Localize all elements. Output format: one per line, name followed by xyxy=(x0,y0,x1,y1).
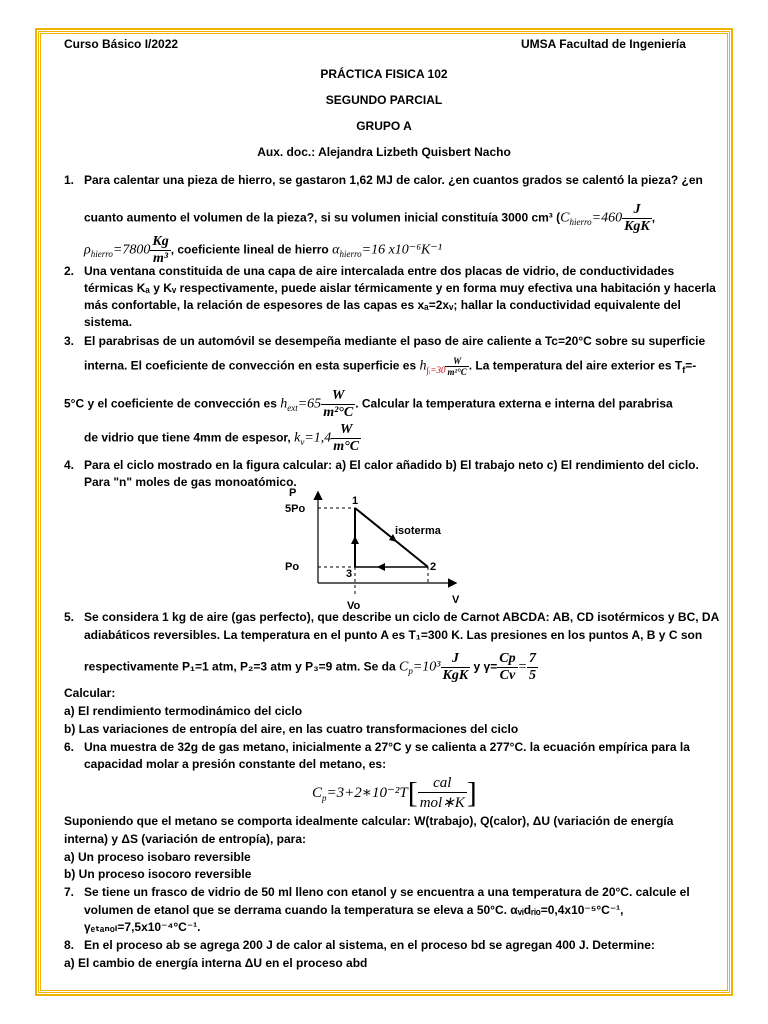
problem-2-line2: térmicas Kₐ y Kᵥ respectivamente, puede aislar térmicamente y en forma muy efectiva una habitación y hacerla xyxy=(84,281,716,295)
label-point-1: 1 xyxy=(352,495,359,507)
label-v-axis: V xyxy=(452,594,460,606)
problem-6-number: 6. xyxy=(64,740,75,754)
title-grupo: GRUPO A xyxy=(356,119,412,133)
label-po: Po xyxy=(285,561,300,573)
problem-8-number: 8. xyxy=(64,938,75,952)
problem-6-item-b: b) Un proceso isocoro reversible xyxy=(64,867,252,881)
frac-k-vidrio: $\frac{W}{m^\circ C}$ xyxy=(333,422,360,454)
problem-6-item-a: a) Un proceso isobaro reversible xyxy=(64,850,251,864)
problem-7-line2: volumen de etanol que se derrama cuando la temperatura se eleva a 50°C. αᵥᵢdᵣᵢₒ=0,4x10⁻⁵°C⁻¹, xyxy=(84,903,624,917)
problem-1-line2: cuanto aumento el volumen de la pieza?, si su volumen inicial constituía 3000 cm³ ($C_{hierro}=460$ $\frac{J}{\text{KgK}}$ , xyxy=(84,202,656,234)
problem-6-line4: interna) y ΔS (variación de entropía), para: xyxy=(64,832,307,846)
problem-3-line3: 5°C y el coeficiente de convección es $h_{ext}=65$ $\frac{W}{\text{m²°C}}$ . Calcular la temperatura externa e interna del parabrisa xyxy=(64,388,673,420)
frac-cal-molk: $\frac{\text{cal}}{\text{mol∗K}}$ xyxy=(419,775,465,811)
title-practica: PRÁCTICA FISICA 102 xyxy=(320,67,448,81)
problem-2-line3: más confortable, la relación de espesores de las capas es xₐ=2xᵥ; hallar la conductividad equivalente del xyxy=(84,298,681,312)
problem-7-number: 7. xyxy=(64,885,75,899)
problem-3-line2: interna. El coeficiente de convección en esta superficie es $h_{\int ᵢ=30}$ $\frac{W}{\text{m²°C}}$ . La temperatura del aire exterior es $T_f=-$ xyxy=(84,356,697,377)
problem-6-line2: capacidad molar a presión constante del metano, es: xyxy=(84,757,387,771)
problem-4-line2: Para "n" moles de gas monoatómico. xyxy=(84,475,297,489)
frac-gamma: $\frac{Cp}{Cv}$ xyxy=(499,651,516,683)
problem-4-number: 4. xyxy=(64,458,75,472)
problem-1-number: 1. xyxy=(64,173,75,187)
calc-item-b: b) Las variaciones de entropía del aire, en las cuatro transformaciones del ciclo xyxy=(64,722,519,736)
frac-h-ext: $\frac{W}{\text{m²°C}}$ xyxy=(323,388,354,420)
frac-rho-hierro: $\frac{Kg}{\text{m³}}$ xyxy=(152,234,169,266)
pv-cycle-diagram xyxy=(285,488,465,613)
problem-2-number: 2. xyxy=(64,264,75,278)
problem-7-line3: γₑₜₐₙₒₗ=7,5x10⁻⁴°C⁻¹. xyxy=(84,920,201,934)
cp-equation: $C_p=3+2∗10^{-2}T$[ $\frac{\text{cal}}{\text{mol∗K}}$ ] xyxy=(312,775,477,811)
problem-4-line1: Para el ciclo mostrado en la figura calcular: a) El calor añadido b) El trabajo neto c) El rendimiento del ciclo. xyxy=(84,458,699,472)
problem-5-number: 5. xyxy=(64,610,75,624)
problem-3-line4: de vidrio que tiene 4mm de espesor, $k_v=1,4$ $\frac{W}{m^\circ C}$ xyxy=(84,422,360,454)
problem-5-line2: adiabáticos reversibles. La temperatura en el punto A es T₁=300 K. Las presiones en los puntos A, B y C son xyxy=(84,628,703,642)
problem-2-line4: sistema. xyxy=(84,315,133,329)
problem-5-line1: Se considera 1 kg de aire (gas perfecto), que describe un ciclo de Carnot ABCDA: AB, CD isotérmicos y BC, DA xyxy=(84,610,720,624)
frac-seven-fifths: $\frac{7}{5}$ xyxy=(529,651,537,683)
calc-title: Calcular: xyxy=(64,686,116,700)
calc-item-a: a) El rendimiento termodinámico del ciclo xyxy=(64,704,303,718)
problem-1-line3: $\rho_{hierro}=7800$ $\frac{Kg}{\text{m³}}$ , coeficiente lineal de hierro $\alpha_{hierro}=16$ x10⁻⁶K⁻¹ xyxy=(84,234,442,266)
label-isoterma: isoterma xyxy=(395,525,441,537)
label-5po: 5Po xyxy=(285,503,306,515)
problem-3-number: 3. xyxy=(64,334,75,348)
problem-7-line1: Se tiene un frasco de vidrio de 50 ml lleno con etanol y se encuentra a una temperatura de 20°C. calcule el xyxy=(84,885,690,899)
title-parcial: SEGUNDO PARCIAL xyxy=(325,93,443,107)
problem-1-line1: Para calentar una pieza de hierro, se gastaron 1,62 MJ de calor. ¿en cuantos grados se calentó la pieza? ¿en xyxy=(84,173,703,187)
frac-c-hierro: $\frac{J}{\text{KgK}}$ xyxy=(624,202,650,234)
problem-2-line1: Una ventana constituida de una capa de aire intercalada entre dos placas de vidrio, de conductividades xyxy=(84,264,675,278)
problem-8-line1: En el proceso ab se agrega 200 J de calor al sistema, en el proceso bd se agregan 400 J. Determine: xyxy=(84,938,655,952)
frac-h-int: $\frac{W}{\text{m²°C}}$ xyxy=(447,356,467,377)
arrow-2-3 xyxy=(377,563,385,571)
problem-6-line3: Suponiendo que el metano se comporta idealmente calcular: W(trabajo), Q(calor), ΔU (variación de energía xyxy=(64,814,674,828)
label-vo: Vo xyxy=(347,600,361,612)
label-point-3: 3 xyxy=(346,568,353,580)
title-aux: Aux. doc.: Alejandra Lizbeth Quisbert Nacho xyxy=(257,145,511,159)
problem-5-line3: respectivamente P₁=1 atm, P₂=3 atm y P₃=9 atm. Se da $C_p=10^3$ $\frac{J}{\text{KgK}}$ y γ= $\frac{Cp}{Cv}$ = $\frac{7}{5}$ xyxy=(84,651,537,683)
header-right: UMSA Facultad de Ingeniería xyxy=(521,37,686,51)
header-left: Curso Básico I/2022 xyxy=(64,37,179,51)
arrow-3-1 xyxy=(351,536,359,544)
label-point-2: 2 xyxy=(430,561,437,573)
problem-3-line1: El parabrisas de un automóvil se desempeña mediante el paso de aire caliente a Tc=20°C sobre su superficie xyxy=(84,334,706,348)
label-p-axis: P xyxy=(289,488,297,499)
problem-8-line2: a) El cambio de energía interna ΔU en el proceso abd xyxy=(64,956,368,970)
problem-6-line1: Una muestra de 32g de gas metano, inicialmente a 27°C y se calienta a 277°C. la ecuación empírica para la xyxy=(84,740,690,754)
frac-cp: $\frac{J}{\text{KgK}}$ xyxy=(442,651,469,683)
